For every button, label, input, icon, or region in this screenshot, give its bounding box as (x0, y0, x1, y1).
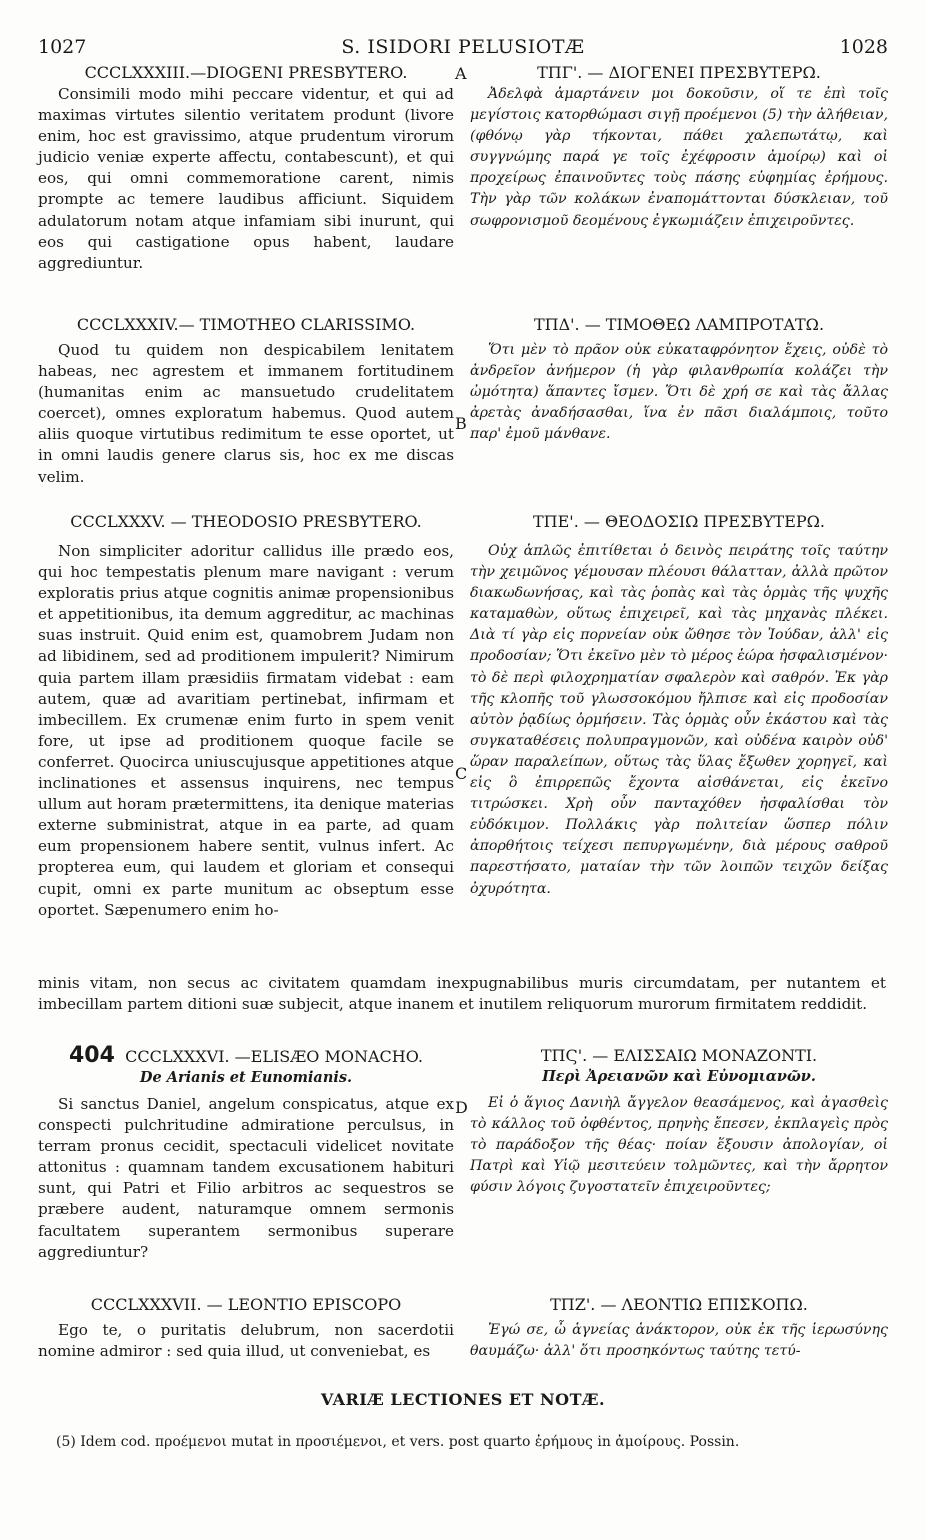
notes-heading: VARIÆ LECTIONES ET NOTÆ. (320, 1390, 606, 1409)
margin-letter-d: D (455, 1098, 468, 1117)
letter-title: ΤΠΕ'. — ΘΕΟΔΟΣΙΩ ΠΡΕΣΒΥΤΕΡΩ. (532, 512, 826, 531)
greek-letter-387 (470, 1294, 888, 1362)
letter-text: Si sanctus Daniel, angelum conspicatus, atque ex conspecti pulchritudine admiratione perculsus, in terram pronus cecidit, spectaculi videlicet novitate attonitus : quamnam tandem excusationem habituri sunt, qui Patri et Filio arbitros ac sequestros se præbere audent, naturamque omnem sermonis facultatem superantem sermonibus superare aggrediuntur? (38, 1095, 454, 1261)
margin-letter-a: A (455, 64, 467, 83)
letter-text: Ἐγώ σε, ὦ ἁγνείας ἀνάκτορον, οὐκ ἐκ τῆς ἱερωσύνης θαυμάζω· ἀλλ' ὅτι προσηκόντως ταύτης τετύ- (470, 1322, 888, 1360)
column-number-left: 1027 (38, 36, 87, 58)
greek-letter-385 (470, 511, 888, 900)
letter-subtitle: Περὶ Ἀρειανῶν καὶ Εὐνομιανῶν. (542, 1068, 816, 1085)
letter-title-text: CCCLXXXVI. —ELISÆO MONACHO. (125, 1047, 423, 1066)
letter-text: Ego te, o puritatis delubrum, non sacerdotii nomine admiror : sed quia illud, ut conveniebat, es (38, 1321, 454, 1361)
latin-letter-387 (38, 1294, 454, 1362)
letter-title: ΤΠϚ'. — ΕΛΙΣΣΑΙΩ ΜΟΝΑΖΟΝΤΙ. (540, 1046, 818, 1065)
letter-text: Εἰ ὁ ἅγιος Δανιὴλ ἄγγελον θεασάμενος, καὶ ἀγασθεὶς τὸ κάλλος τοῦ ὀφθέντος, πρηνὴς ἔπεσεν, ἐκπλαγεὶς πρὸς τὸ παράδοξον τῆς θέας· ποίαν ἕξουσιν ἀπολογίαν, οἱ Πατρὶ καὶ Υἱῷ μεσιτεύειν τολμῶντες, καὶ τὴν ἄρρητον φύσιν λόγοις ζυγοστατεῖν ἐπιχειροῦντες; (470, 1095, 888, 1196)
letter-title: CCCLXXXV. — THEODOSIO PRESBYTERO. (70, 512, 422, 531)
letter-title: CCCLXXXVII. — LEONTIO EPISCOPO (90, 1295, 402, 1314)
running-title: S. ISIDORI PELUSIOTÆ (341, 36, 585, 58)
letter-text: Ὅτι μὲν τὸ πρᾶον οὐκ εὐκαταφρόνητον ἔχεις, οὐδὲ τὸ ἀνδρεῖον ἀνήμερον (ἡ γὰρ φιλανθρωπία κολάζει τὴν ὠμότητα) ἅπαντες ἴσμεν. Ὅτι δὲ χρή σε καὶ τὰς ἄλλας ἀρετὰς ἀναδήσασθαι, ἵνα ἐν πᾶσι διαλάμποις, τοῦτο παρ' ἐμοῦ μάνθανε. (470, 342, 888, 443)
letter-title: CCCLXXXIII.—DIOGENI PRESBYTERO. (84, 63, 408, 82)
letter-title (38, 1045, 454, 1068)
letter-text: Ἀδελφὰ ἁμαρτάνειν μοι δοκοῦσιν, οἵ τε ἐπὶ τοῖς μεγίστοις κατορθώμασι σιγῇ προέμενοι (5) τὴν ἀλήθειαν, (φθόνῳ γὰρ τήκονται, πάθει χαλεπωτάτῳ, καὶ συγγνώμης παρά γε τοῖς ἐχέφροσιν ἀμοίρῳ) καὶ οἱ προχείρως ἐπαινοῦντες τοὺς πάσης εὐφημίας ἐρήμους. Τὴν γὰρ τῶν κολάκων ἐναπομάττονται δύσκλειαν, τοῦ σωφρονισμοῦ δεομένους ἐγκωμιάζειν ἐπιχειροῦντες. (470, 86, 888, 229)
column-marker: 404 (69, 1043, 115, 1068)
letter-text: Quod tu quidem non despicabilem lenitatem habeas, nec agrestem et immanem fortitudinem (humanitas enim ac mansuetudo crudelitatem coercet), omnes exploratum habemus. Quod autem aliis quoque virtutibus redimitum te esse oportet, ut in omni laudis genere clarus sis, hoc ex me discas velim. (38, 341, 454, 486)
greek-letter-383 (470, 62, 888, 232)
notes-text: (5) Idem cod. προέμενοι mutat in προσιέμενοι, et vers. post quarto ἐρήμους in ἀμοίρους. Possin. (56, 1434, 740, 1450)
latin-letter-383 (38, 62, 454, 274)
letter-text: Consimili modo mihi peccare videntur, et qui ad maximas virtutes silentio veritatem produnt (livore enim, hoc est gravissimo, atque prudentum virorum judicio veniæ experte affectu, contabescunt), et qui eos, qui omni commemoratione carent, nimis prompte ac temere laudibus afficiunt. Siquidem adulatorum notam atque infamiam sibi inurunt, qui eos qui castigatione opus habent, laudare aggrediuntur. (38, 85, 454, 272)
letter-subtitle: De Arianis et Eunomianis. (139, 1069, 353, 1086)
greek-letter-384 (470, 314, 888, 445)
greek-letter-386 (470, 1045, 888, 1198)
letter-title: ΤΠΓ'. — ΔΙΟΓΕΝΕΙ ΠΡΕΣΒΥΤΕΡΩ. (537, 63, 821, 82)
margin-letter-c: C (455, 764, 468, 783)
margin-letter-b: B (455, 414, 467, 433)
letter-title: ΤΠΔ'. — ΤΙΜΟΘΕΩ ΛΑΜΠΡΟΤΑΤΩ. (533, 315, 825, 334)
letter-text: Οὐχ ἁπλῶς ἐπιτίθεται ὁ δεινὸς πειράτης τοῖς ταύτην τὴν χειμῶνος γέμουσαν πλέουσι θάλατταν, ἀλλὰ πρῶτον διακωδωνήσας, καὶ τὰς ῥοπὰς καὶ τὰς ὁρμὰς τῆς ψυχῆς καταμαθὼν, οὕτως ἐπιχειρεῖ, καὶ τὰς μηχανὰς πλέκει. Διὰ τί γὰρ εἰς πορνείαν οὐκ ὤθησε τὸν Ἰούδαν, ἀλλ' εἰς προδοσίαν; Ὅτι ἐκεῖνο μὲν τὸ μέρος ἑώρα ἠσφαλισμένον· τὸ δὲ περὶ φιλοχρηματίαν σφαλερὸν καὶ σαθρόν. Ἐκ γὰρ τῆς κλοπῆς τοῦ γλωσσοκόμου ἤλπισε καὶ εἰς προδοσίαν αὐτὸν ῥᾳδίως ὁρμήσειν. Τὰς ὁρμὰς οὖν ἑκάστου καὶ τὰς συγκαταθέσεις πολυπραγμονῶν, καὶ οὐδένα καιρὸν οὐδ' ὥραν παραλείπων, οὕτως τὰς ὕλας ἔξωθεν χορηγεῖ, καὶ εἰς ὃ ἐπιρρεπῶς ἔχοντα αἰσθάνεται, εἰς ἐκεῖνο τιτρώσκει. Χρὴ οὖν πανταχόθεν ἠσφαλίσθαι τὸν εὐδόκιμον. Πολλάκις γὰρ πολιτείαν ὥσπερ πόλιν ἀπορθήτοις τείχεσι πεπυργωμένην, διὰ μέρους σαθροῦ παρεστήσατο, ματαίαν τὴν τῶν λοιπῶν τειχῶν δείξας ὀχυρότητα. (470, 543, 888, 897)
latin-letter-384 (38, 314, 454, 488)
latin-letter-386 (38, 1045, 454, 1263)
letter-text: Non simpliciter adoritur callidus ille prædo eos, qui hoc tempestatis plenum mare navigant : verum exploratis prius atque cognitis animæ propensionibus et appetitionibus, ita demum aggreditur, ac machinas suas instruit. Quid enim est, quamobrem Judam non ad libidinem, sed ad proditionem impulerit? Nimirum quia partem illam præsidiis firmatam videbat : eam autem, quæ ad avaritiam pertinebat, infirmam et imbecillem. Ex crumenæ enim furto in spem venit fore, ut ipse ad proditionem quoque facile se conferret. Quocirca uniuscujusque appetitiones atque inclinationes et assensus inquirens, nec tempus ullum aut horam prætermittens, ita denique materias externe subministrat, atque in ea parte, ad quam eum propensionem habere sentit, vulnus infert. Ac propterea eum, qui laudem et gloriam et consequi cupit, omni ex parte munitum ac obseptum esse oportet. Sæpenumero enim ho- (38, 542, 454, 919)
letter-title: ΤΠΖ'. — ΛΕΟΝΤΙΩ ΕΠΙΣΚΟΠΩ. (550, 1295, 808, 1314)
latin-letter-385 (38, 511, 454, 921)
letter-title: CCCLXXXIV.— TIMOTHEO CLARISSIMO. (76, 315, 416, 334)
column-number-right: 1028 (839, 36, 888, 58)
page-header (38, 36, 888, 60)
latin-letter-385-continuation: minis vitam, non secus ac civitatem quamdam inexpugnabilibus muris circumdatam, per nutantem et imbecillam partem ditioni suæ subjecit, atque inanem et inutilem reliquorum murorum firmitatem reddidit. (38, 974, 886, 1013)
